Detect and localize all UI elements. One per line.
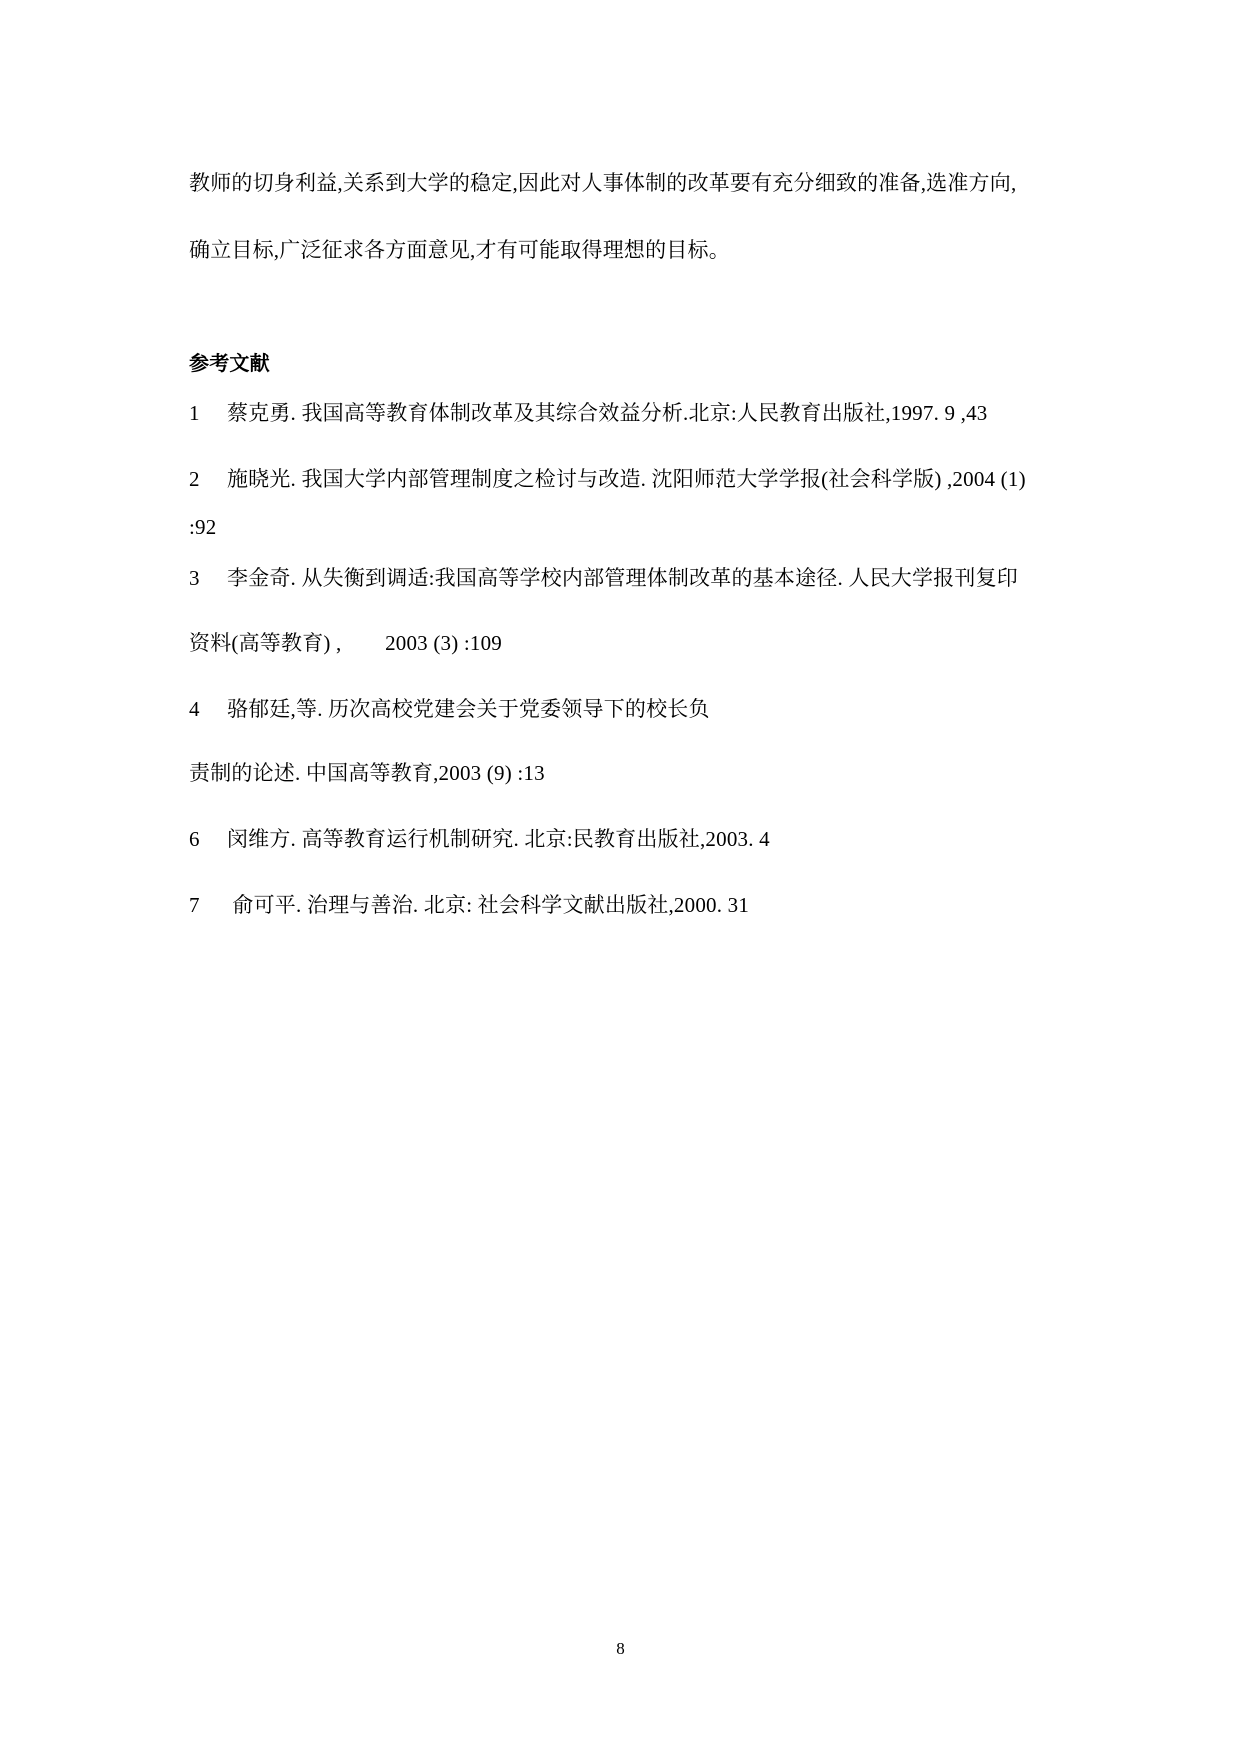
- body-text-line-2: 确立目标,广泛征求各方面意见,才有可能取得理想的目标。: [189, 238, 730, 262]
- reference-1: 1 蔡克勇. 我国高等教育体制改革及其综合效益分析.北京:人民教育出版社,1997. 9 ,43: [189, 401, 988, 425]
- references-heading: 参考文献: [189, 351, 270, 375]
- reference-6: 6 闵维方. 高等教育运行机制研究. 北京:民教育出版社,2003. 4: [189, 827, 770, 851]
- reference-4-line-1: 4 骆郁廷,等. 历次高校党建会关于党委领导下的校长负: [189, 697, 710, 721]
- body-text-line-1: 教师的切身利益,关系到大学的稳定,因此对人事体制的改革要有充分细致的准备,选准方向,: [189, 171, 1017, 195]
- reference-2-line-2: :92: [189, 515, 217, 539]
- reference-7: 7 俞可平. 治理与善治. 北京: 社会科学文献出版社,2000. 31: [189, 893, 750, 917]
- reference-3-line-1: 3 李金奇. 从失衡到调适:我国高等学校内部管理体制改革的基本途径. 人民大学报刊复印: [189, 566, 1018, 590]
- reference-2-line-1: 2 施晓光. 我国大学内部管理制度之检讨与改造. 沈阳师范大学学报(社会科学版) ,2004 (1): [189, 467, 1026, 491]
- reference-4-line-2: 责制的论述. 中国高等教育,2003 (9) :13: [189, 761, 545, 785]
- page-number: 8: [616, 1639, 625, 1658]
- reference-3-line-2: 资料(高等教育) , 2003 (3) :109: [189, 631, 503, 655]
